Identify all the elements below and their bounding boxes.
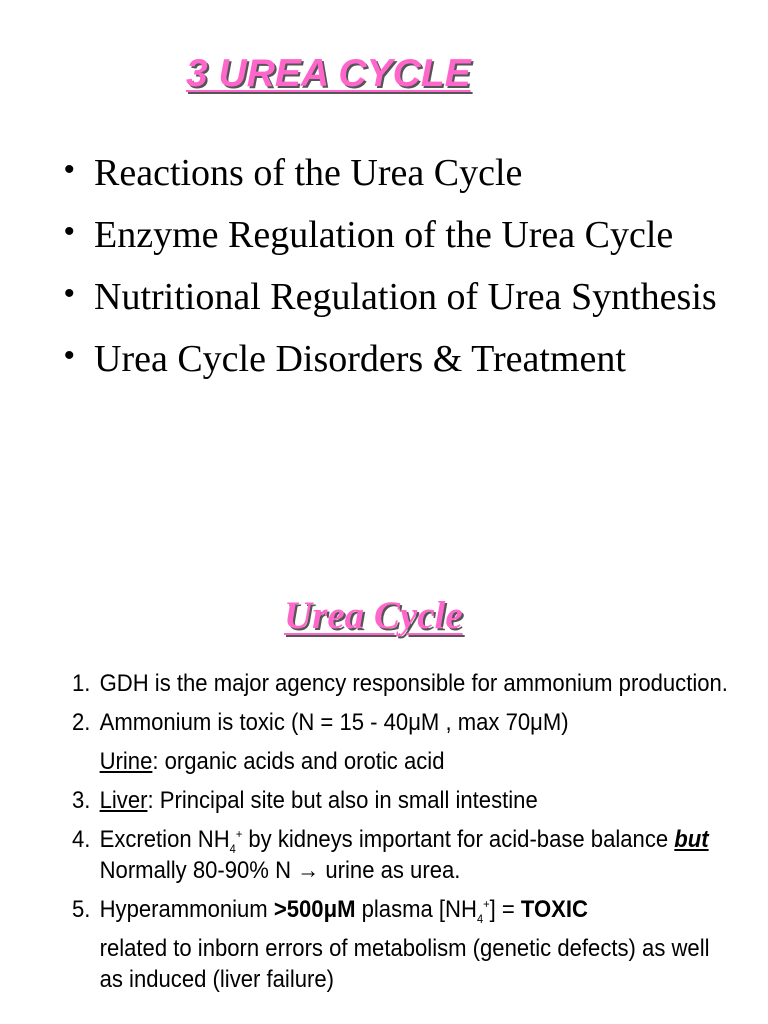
- point-continuation: [100, 746, 732, 777]
- topic-bullet-text: Reactions of the Urea Cycle: [94, 152, 523, 194]
- bullet-dot-icon: •: [64, 153, 75, 186]
- but-emphasis: but: [674, 826, 709, 853]
- bullet-dot-icon: •: [64, 339, 75, 372]
- point-number: 4.: [72, 826, 91, 853]
- point-text: Ammonium is toxic (N = 15 - 40μM , max 70μM): [99, 709, 569, 736]
- threshold-value: >500μM: [273, 896, 356, 923]
- topic-bullet-text: Nutritional Regulation of Urea Synthesis: [94, 276, 717, 318]
- urine-text: : organic acids and orotic acid: [152, 748, 445, 775]
- toxic-label: TOXIC: [520, 896, 588, 923]
- bullet-dot-icon: •: [64, 215, 75, 248]
- liver-label: Liver: [99, 787, 148, 814]
- point-3: [72, 785, 732, 816]
- point-number: 2.: [72, 709, 91, 736]
- topic-bullet-text: Enzyme Regulation of the Urea Cycle: [94, 214, 674, 256]
- point-number: 3.: [72, 787, 91, 814]
- point-continuation: related to inborn errors of metabolism (genetic defects) as well as induced (liver failure): [99, 935, 710, 993]
- topic-bullet-list: [64, 148, 744, 396]
- urea-excretion-text: Normally 80-90% N → urine as urea.: [99, 857, 461, 884]
- hyperammonium-text: Hyperammonium: [99, 896, 274, 923]
- topic-bullet-item: [64, 210, 744, 260]
- point-2: [72, 707, 732, 777]
- numbered-point-list: [72, 668, 732, 1003]
- plasma-text: plasma [NH: [355, 896, 477, 923]
- section-title: Urea Cycle: [284, 594, 463, 637]
- urine-label: Urine: [99, 748, 153, 775]
- kidney-text: by kidneys important for acid-base balance: [242, 826, 675, 853]
- excretion-text: Excretion NH: [99, 826, 230, 853]
- nh4-superscript: +: [483, 897, 490, 911]
- nh4-subscript: 4: [476, 911, 484, 926]
- point-number: 1.: [72, 670, 91, 697]
- topic-bullet-item: [64, 148, 744, 198]
- point-4: [72, 824, 732, 886]
- point-number: 5.: [72, 896, 91, 923]
- nh4-superscript: +: [235, 827, 243, 841]
- topic-bullet-text: Urea Cycle Disorders & Treatment: [94, 338, 626, 380]
- point-text: GDH is the major agency responsible for ammonium production.: [99, 670, 728, 697]
- point-5: [72, 894, 732, 995]
- bullet-dot-icon: •: [64, 277, 75, 310]
- topic-bullet-item: [64, 272, 744, 322]
- point-text: : Principal site but also in small intestine: [147, 787, 538, 814]
- topic-bullet-item: [64, 334, 744, 384]
- slide-title: 3 UREA CYCLE: [186, 52, 471, 95]
- nh4-subscript: 4: [229, 841, 236, 856]
- point-1: [72, 668, 732, 699]
- bracket-close: ] =: [489, 896, 521, 923]
